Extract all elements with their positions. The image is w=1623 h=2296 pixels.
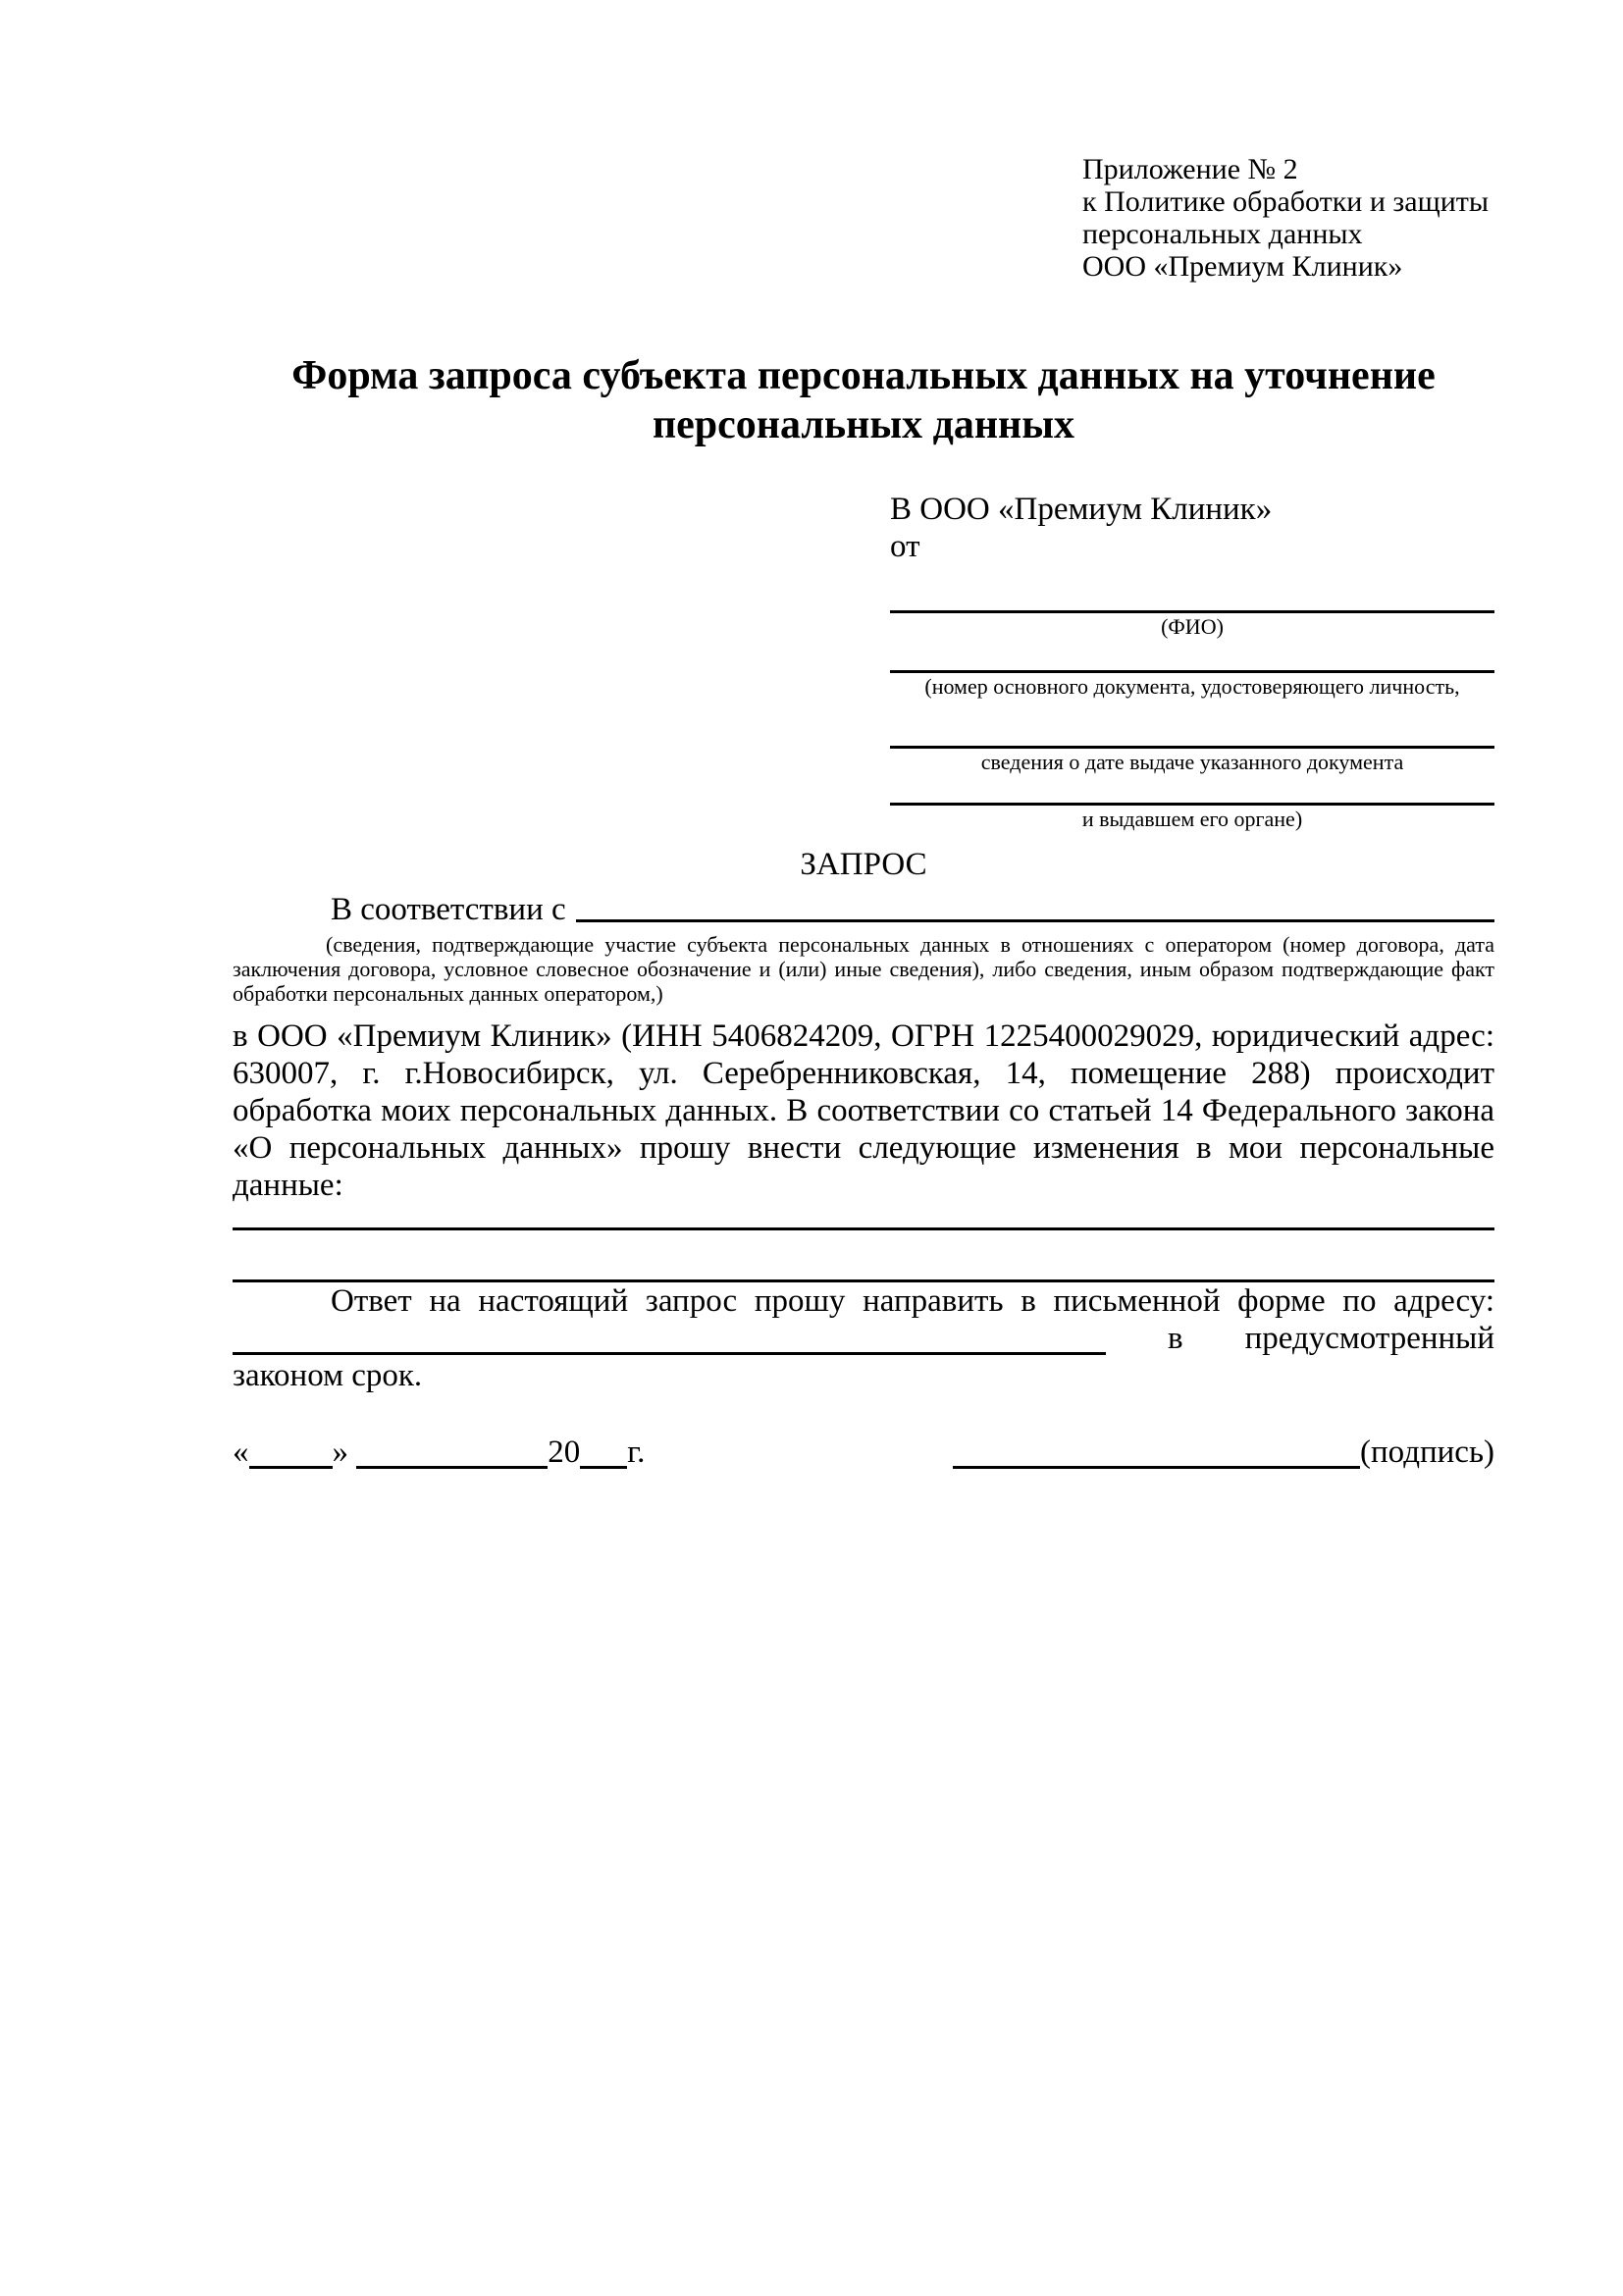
answer-paragraph <box>233 1282 1494 1394</box>
recipient-line: В ООО «Премиум Клиник» <box>890 492 1273 527</box>
from-label: от <box>890 529 920 564</box>
document-title: Форма запроса субъекта персональных данных на уточнение персональных данных <box>291 353 1436 447</box>
appendix-line: к Политике обработки и защиты <box>1082 185 1490 218</box>
accordance-caption: (сведения, подтверждающие участие субъекта персональных данных в отношениях с оператором (номер договора, дата заключения договора, условное словесное обозначение и (или) иные сведения), либо сведения, иным образом подтверждающие факт обработки персональных данных оператором,) <box>233 932 1494 1006</box>
signature-group <box>953 1434 1494 1471</box>
document-number-field-caption: (номер основного документа, удостоверяющего личность, <box>924 674 1460 699</box>
accordance-row <box>233 891 1494 928</box>
addressee-block <box>890 491 1494 833</box>
day-field-line <box>249 1466 333 1469</box>
answer-text-before: Ответ на настоящий запрос прошу направить в письменной форме по адресу: <box>331 1283 1494 1319</box>
changes-field-line-1 <box>233 1227 1494 1230</box>
signature-row <box>233 1434 1494 1471</box>
accordance-field-line <box>576 919 1494 922</box>
quote-close: » <box>332 1435 348 1470</box>
address-field-line <box>233 1352 1106 1355</box>
year-prefix: 20 <box>548 1435 581 1470</box>
issuing-authority-field-caption: и выдавшем его органе) <box>1081 807 1303 831</box>
appendix-note <box>1082 153 1514 283</box>
request-heading: ЗАПРОС <box>800 847 927 882</box>
signature-field-line <box>953 1466 1360 1469</box>
appendix-line: персональных данных <box>1082 218 1363 250</box>
appendix-line: Приложение № 2 <box>1082 153 1298 185</box>
issue-date-field-caption: сведения о дате выдаче указанного документа <box>980 750 1404 774</box>
request-main-paragraph: в ООО «Премиум Клиник» (ИНН 5406824209, ОГРН 1225400029029, юридический адрес: 630007, г. г.Новосибирск, ул. Серебренниковская, 14, помещение 288) происходит обработка моих персональных данных. В соответствии со статьей 14 Федерального закона «О персональных данных» прошу внести следующие изменения в мои персональные данные: <box>233 1018 1494 1203</box>
month-field-line <box>356 1466 548 1469</box>
answer-text-after: в предусмотренный законом срок. <box>233 1321 1494 1393</box>
accordance-prefix: В соответствии с <box>331 892 566 927</box>
signature-caption: (подпись) <box>1360 1435 1494 1470</box>
quote-open: « <box>233 1435 249 1470</box>
date-group <box>233 1434 645 1471</box>
appendix-line: ООО «Премиум Клиник» <box>1082 250 1403 283</box>
year-suffix: г. <box>627 1435 646 1470</box>
year-field-line <box>580 1466 627 1469</box>
request-body <box>233 846 1494 1471</box>
fio-field-caption: (ФИО) <box>1161 614 1224 639</box>
